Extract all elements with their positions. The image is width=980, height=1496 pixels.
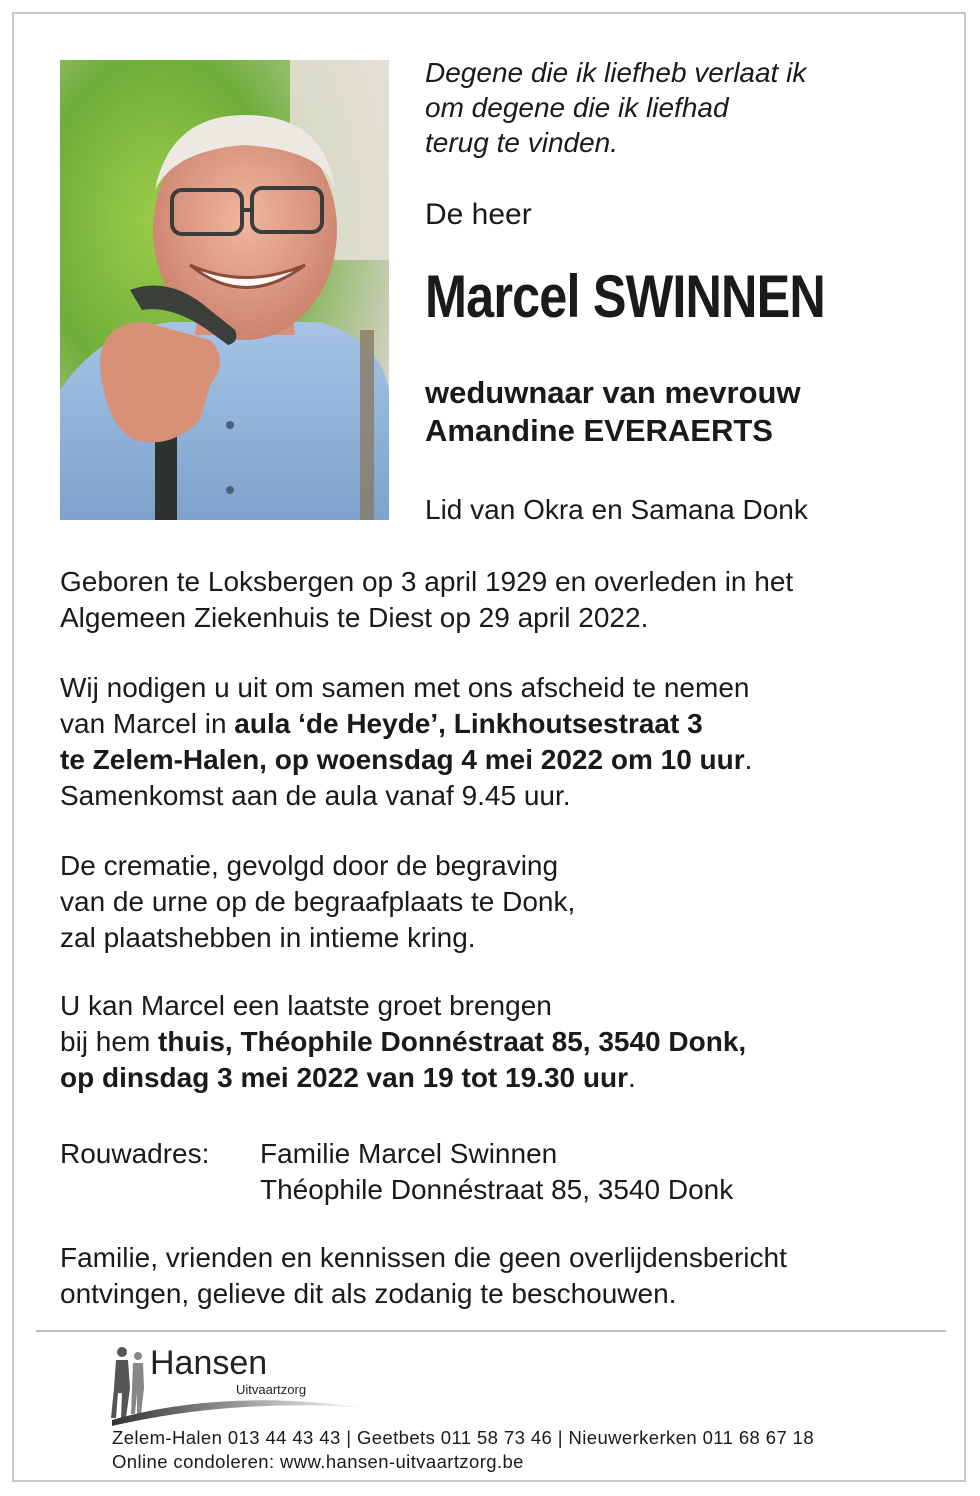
text-line: ontvingen, gelieve dit als zodanig te beschouwen. bbox=[60, 1278, 677, 1309]
text-line bbox=[60, 742, 940, 778]
title-prefix: De heer bbox=[425, 198, 532, 231]
memorial-verse bbox=[425, 55, 945, 160]
text-line: Wij nodigen u uit om samen met ons afscheid te nemen bbox=[60, 672, 750, 703]
text-line: zal plaatshebben in intieme kring. bbox=[60, 922, 476, 953]
birth-death-paragraph bbox=[60, 564, 940, 636]
verse-line: Degene die ik liefheb verlaat ik bbox=[425, 57, 807, 88]
spouse-line: weduwnaar van mevrouw bbox=[425, 375, 801, 410]
verse-line: om degene die ik liefhad bbox=[425, 92, 729, 123]
ceremony-location: aula ‘de Heyde’, Linkhoutsestraat 3 bbox=[234, 708, 703, 739]
text-line: Geboren te Loksbergen op 3 april 1929 en overleden in het bbox=[60, 566, 794, 597]
address-line: Théophile Donnéstraat 85, 3540 Donk bbox=[260, 1174, 734, 1205]
logo-subtitle: Uitvaartzorg bbox=[236, 1382, 307, 1397]
spouse-line: Amandine EVERAERTS bbox=[425, 413, 773, 448]
spouse-info bbox=[425, 374, 801, 450]
deceased-name: Marcel SWINNEN bbox=[425, 263, 825, 330]
text-plain: bij hem bbox=[60, 1026, 159, 1057]
logo-name: Hansen bbox=[150, 1344, 268, 1382]
text-plain: van Marcel in bbox=[60, 708, 235, 739]
text-line bbox=[60, 1024, 940, 1060]
text-line: Familie, vrienden en kennissen die geen overlijdensbericht bbox=[60, 1242, 787, 1273]
cremation-paragraph bbox=[60, 848, 940, 956]
text-plain: . bbox=[627, 1062, 636, 1093]
text-line bbox=[60, 1060, 940, 1096]
visit-location: thuis, Théophile Donnéstraat 85, 3540 Donk, bbox=[158, 1026, 747, 1057]
mourning-address-value bbox=[260, 1136, 733, 1208]
membership: Lid van Okra en Samana Donk bbox=[425, 494, 808, 525]
online-condolences-link[interactable]: Online condoleren: www.hansen-uitvaartzorg.be bbox=[112, 1451, 524, 1472]
divider bbox=[36, 1330, 946, 1332]
address-line: Familie Marcel Swinnen bbox=[260, 1138, 558, 1169]
text-line: van de urne op de begraafplaats te Donk, bbox=[60, 886, 576, 917]
verse-line: terug te vinden. bbox=[425, 127, 619, 158]
phone-numbers: Zelem-Halen 013 44 43 43 | Geetbets 011 58 73 46 | Nieuwerkerken 011 68 67 18 bbox=[112, 1427, 815, 1448]
contact-info bbox=[112, 1426, 814, 1474]
ceremony-paragraph bbox=[60, 670, 940, 814]
text-line: Samenkomst aan de aula vanaf 9.45 uur. bbox=[60, 780, 571, 811]
mourning-address-label: Rouwadres: bbox=[60, 1138, 210, 1169]
text-line bbox=[60, 706, 940, 742]
portrait-photo bbox=[60, 60, 389, 520]
text-line: De crematie, gevolgd door de begraving bbox=[60, 850, 559, 881]
text-plain: . bbox=[744, 744, 753, 775]
visit-datetime: op dinsdag 3 mei 2022 van 19 tot 19.30 uur bbox=[60, 1062, 628, 1093]
text-line: Algemeen Ziekenhuis te Diest op 29 april 2022. bbox=[60, 602, 649, 633]
visit-paragraph bbox=[60, 988, 940, 1096]
ceremony-datetime: te Zelem-Halen, op woensdag 4 mei 2022 om 10 uur bbox=[60, 744, 745, 775]
text-line: U kan Marcel een laatste groet brengen bbox=[60, 990, 552, 1021]
closing-paragraph bbox=[60, 1240, 940, 1312]
